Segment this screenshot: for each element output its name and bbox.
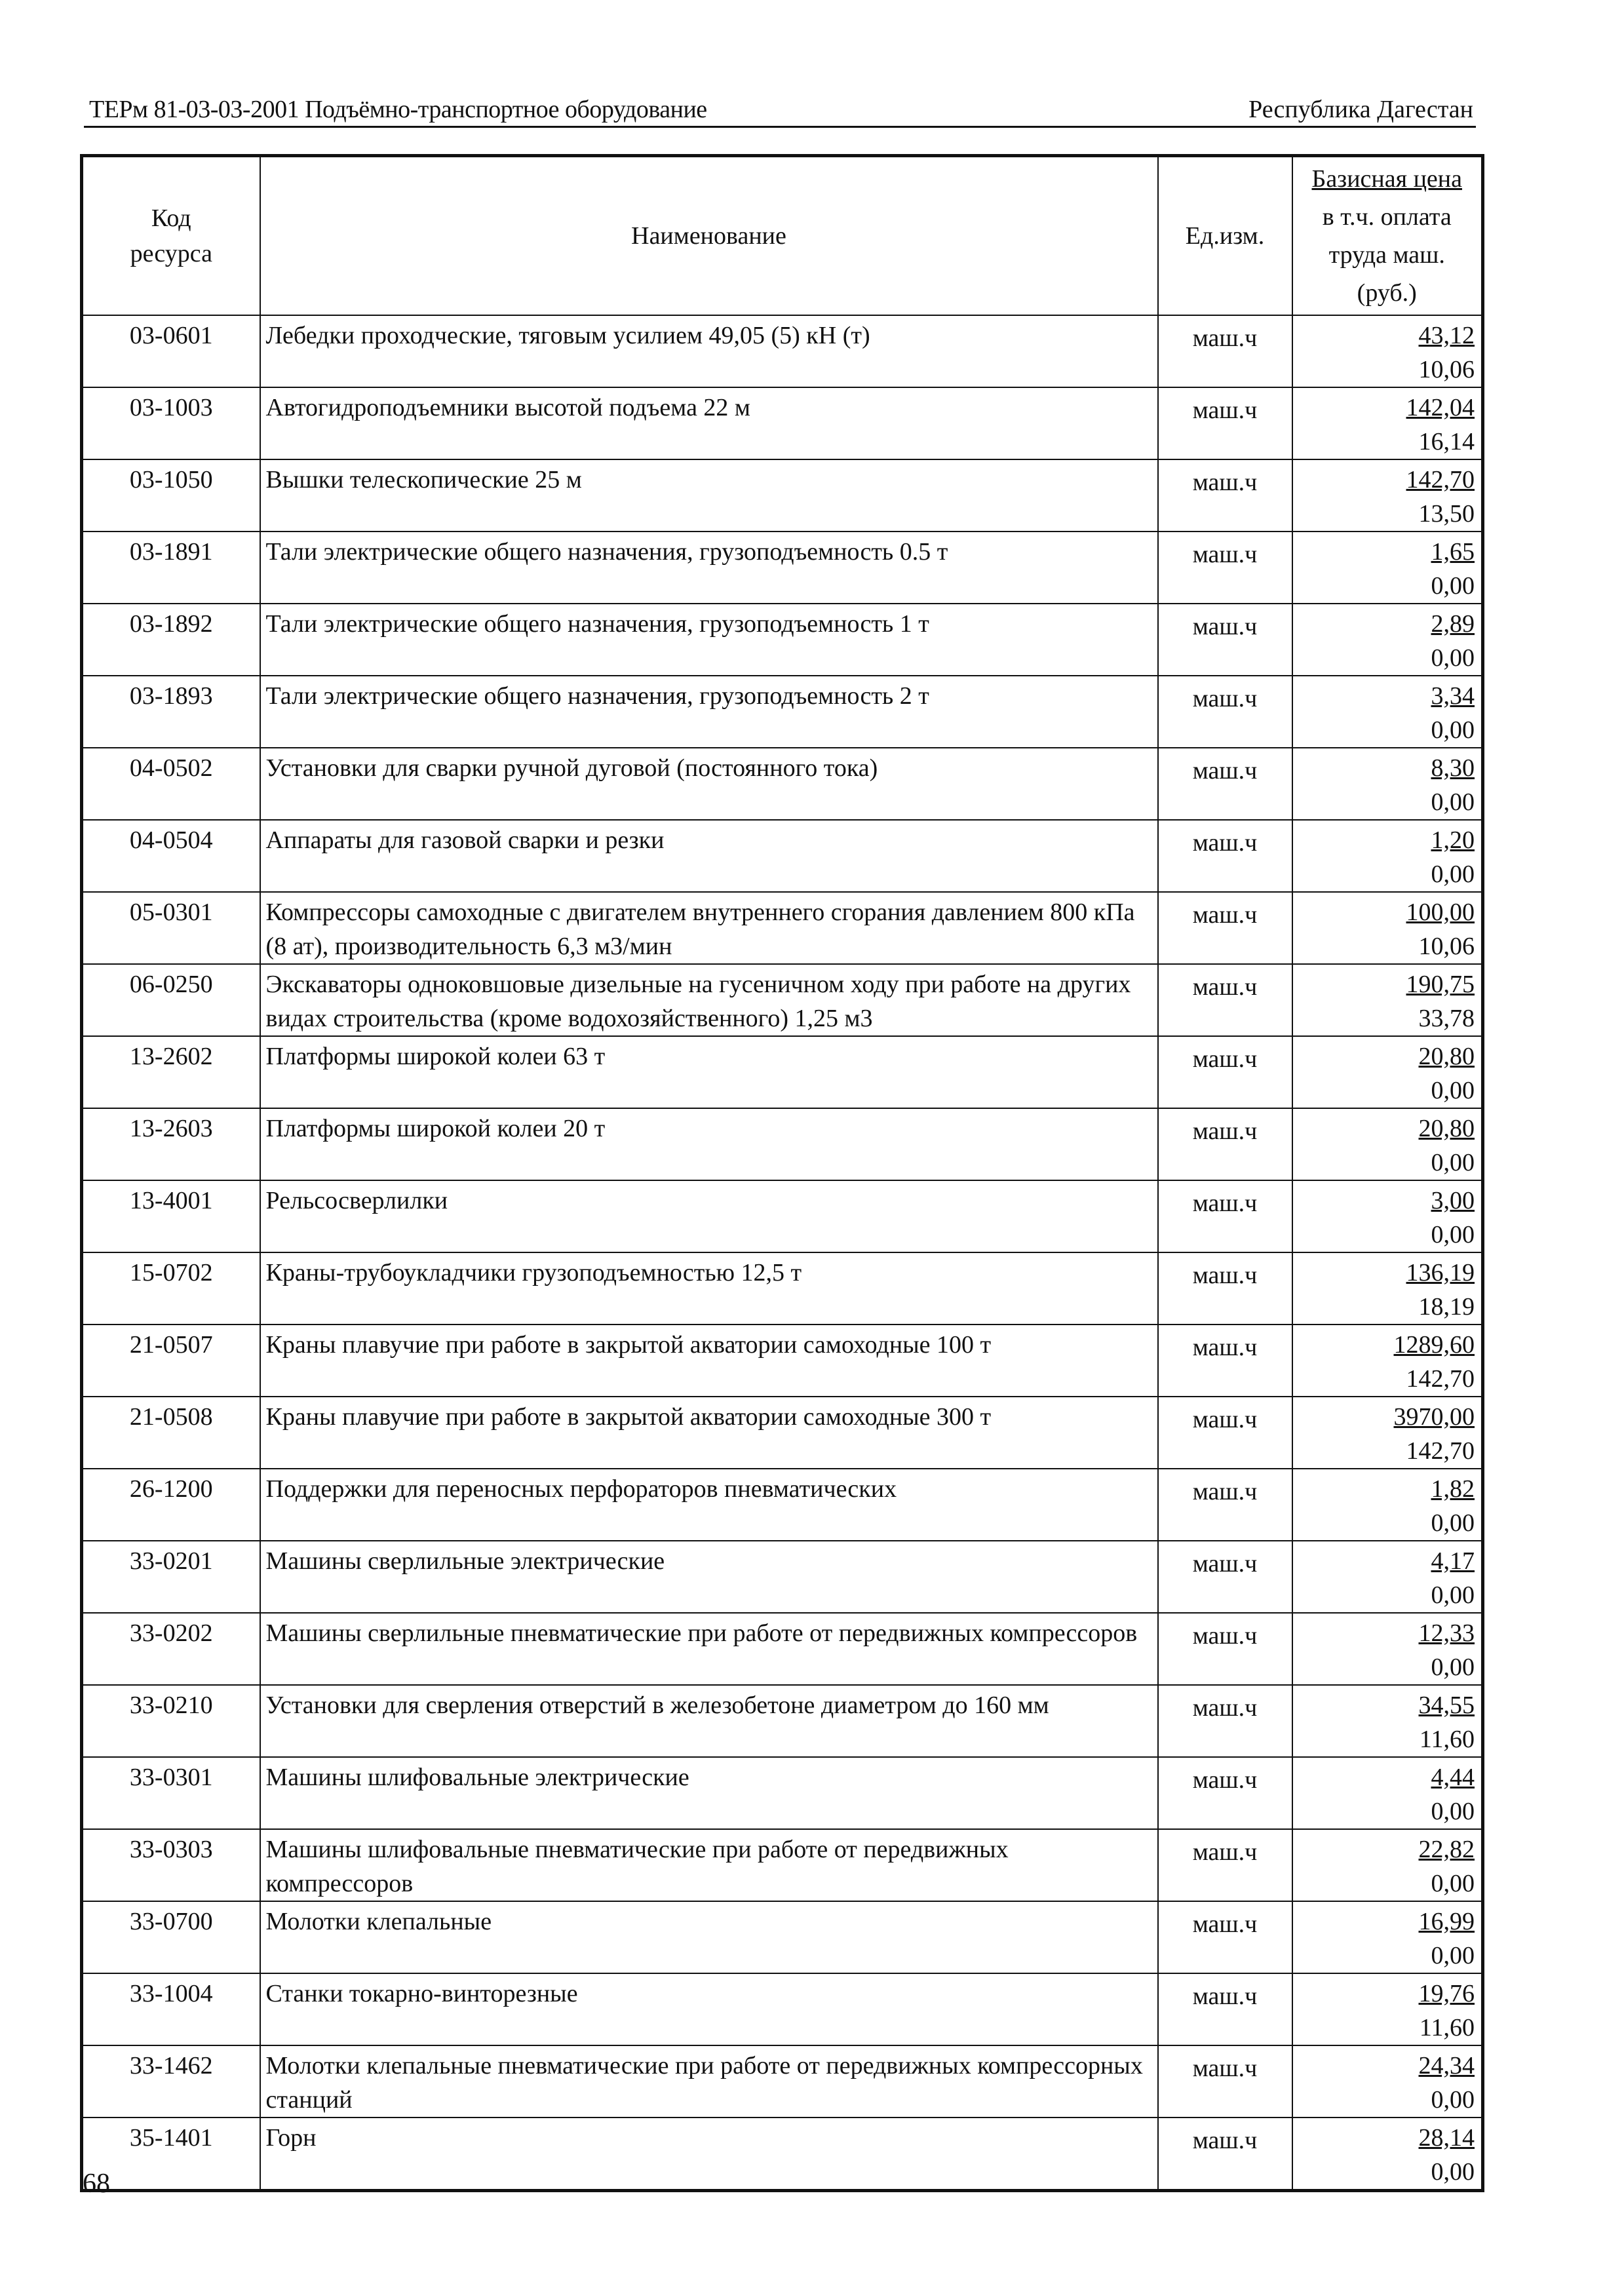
column-header-price-base: Базисная цена [1311, 165, 1462, 193]
base-price: 1289,60 [1393, 1331, 1475, 1359]
labor-price: 0,00 [1431, 1581, 1475, 1609]
resource-unit: маш.ч [1158, 1973, 1292, 2045]
labor-price: 0,00 [1431, 716, 1475, 744]
base-price: 1,20 [1431, 826, 1475, 854]
resource-code: 15-0702 [82, 1252, 260, 1325]
column-header-name: Наименование [260, 156, 1158, 316]
resource-code: 33-0210 [82, 1685, 260, 1757]
resource-name: Машины сверлильные электрические [260, 1541, 1158, 1613]
labor-price: 16,14 [1418, 428, 1475, 455]
labor-price: 0,00 [1431, 1509, 1475, 1537]
resource-price-table [80, 154, 1484, 2192]
labor-price: 0,00 [1431, 1077, 1475, 1104]
resource-name: Станки токарно-винторезные [260, 1973, 1158, 2045]
resource-price-cell [1292, 2118, 1483, 2191]
resource-name: Машины шлифовальные пневматические при работе от передвижных компрессоров [260, 1829, 1158, 1901]
resource-code: 33-0303 [82, 1829, 260, 1901]
resource-code: 03-1003 [82, 387, 260, 459]
column-header-code-line2: ресурса [130, 240, 212, 267]
resource-unit: маш.ч [1158, 604, 1292, 676]
table-row [82, 1469, 1483, 1541]
resource-code: 21-0507 [82, 1325, 260, 1397]
base-price: 190,75 [1406, 971, 1475, 998]
resource-price-cell [1292, 820, 1483, 892]
base-price: 1,65 [1431, 538, 1475, 566]
base-price: 2,89 [1431, 610, 1475, 638]
resource-price-cell [1292, 1325, 1483, 1397]
resource-name: Платформы широкой колеи 63 т [260, 1036, 1158, 1108]
labor-price: 0,00 [1431, 1942, 1475, 1969]
resource-unit: маш.ч [1158, 1469, 1292, 1541]
resource-unit: маш.ч [1158, 1397, 1292, 1469]
resource-code: 05-0301 [82, 892, 260, 964]
labor-price: 18,19 [1418, 1293, 1475, 1321]
resource-name: Вышки телескопические 25 м [260, 459, 1158, 532]
resource-code: 26-1200 [82, 1469, 260, 1541]
labor-price: 0,00 [1431, 1798, 1475, 1825]
base-price: 19,76 [1418, 1980, 1475, 2007]
resource-name: Тали электрические общего назначения, грузоподъемность 2 т [260, 676, 1158, 748]
labor-price: 10,06 [1418, 933, 1475, 960]
resource-code: 03-1893 [82, 676, 260, 748]
labor-price: 0,00 [1431, 1221, 1475, 1248]
resource-unit: маш.ч [1158, 387, 1292, 459]
labor-price: 0,00 [1431, 2086, 1475, 2114]
table-row [82, 964, 1483, 1036]
document-title: ТЕРм 81-03-03-2001 Подъёмно-транспортное оборудование [89, 96, 707, 123]
resource-unit: маш.ч [1158, 1901, 1292, 1973]
resource-price-cell [1292, 748, 1483, 820]
labor-price: 11,60 [1419, 2014, 1475, 2041]
base-price: 142,04 [1406, 394, 1475, 421]
base-price: 142,70 [1406, 466, 1475, 493]
resource-price-cell [1292, 1757, 1483, 1829]
base-price: 20,80 [1418, 1115, 1475, 1142]
resource-price-cell [1292, 459, 1483, 532]
resource-unit: маш.ч [1158, 1180, 1292, 1252]
table-row [82, 1829, 1483, 1901]
labor-price: 0,00 [1431, 788, 1475, 816]
table-row [82, 459, 1483, 532]
resource-unit: маш.ч [1158, 820, 1292, 892]
page-number: 68 [83, 2169, 110, 2199]
table-row [82, 2045, 1483, 2118]
labor-price: 0,00 [1431, 2158, 1475, 2186]
resource-name: Аппараты для газовой сварки и резки [260, 820, 1158, 892]
resource-price-cell [1292, 2045, 1483, 2118]
resource-name: Платформы широкой колеи 20 т [260, 1108, 1158, 1180]
resource-price-cell [1292, 604, 1483, 676]
resource-unit: маш.ч [1158, 532, 1292, 604]
table-row [82, 820, 1483, 892]
table-header [82, 156, 1483, 316]
table-row [82, 315, 1483, 387]
resource-price-cell [1292, 1973, 1483, 2045]
resource-code: 06-0250 [82, 964, 260, 1036]
base-price: 3970,00 [1393, 1403, 1475, 1431]
resource-code: 33-1462 [82, 2045, 260, 2118]
resource-name: Краны-трубоукладчики грузоподъемностью 12,5 т [260, 1252, 1158, 1325]
resource-name: Тали электрические общего назначения, грузоподъемность 0.5 т [260, 532, 1158, 604]
resource-price-cell [1292, 1108, 1483, 1180]
resource-name: Экскаваторы одноковшовые дизельные на гусеничном ходу при работе на других видах строительства (кроме водохозяйственного) 1,25 м3 [260, 964, 1158, 1036]
resource-price-cell [1292, 1252, 1483, 1325]
table-row [82, 387, 1483, 459]
table-body [82, 315, 1483, 2191]
resource-unit: маш.ч [1158, 676, 1292, 748]
table-row [82, 1397, 1483, 1469]
resource-price-cell [1292, 1901, 1483, 1973]
table-row [82, 1325, 1483, 1397]
resource-code: 33-0201 [82, 1541, 260, 1613]
labor-price: 0,00 [1431, 1870, 1475, 1897]
base-price: 16,99 [1418, 1908, 1475, 1935]
labor-price: 0,00 [1431, 1653, 1475, 1681]
resource-name: Рельсосверлилки [260, 1180, 1158, 1252]
resource-unit: маш.ч [1158, 1685, 1292, 1757]
base-price: 3,34 [1431, 682, 1475, 710]
resource-name: Установки для сварки ручной дуговой (постоянного тока) [260, 748, 1158, 820]
table-row [82, 1108, 1483, 1180]
column-header-code-line1: Код [151, 204, 191, 232]
base-price: 43,12 [1418, 322, 1475, 349]
labor-price: 0,00 [1431, 644, 1475, 672]
base-price: 136,19 [1406, 1259, 1475, 1286]
column-header-code [82, 156, 260, 316]
resource-unit: маш.ч [1158, 1325, 1292, 1397]
table-row [82, 532, 1483, 604]
labor-price: 11,60 [1419, 1726, 1475, 1753]
resource-price-cell [1292, 1469, 1483, 1541]
resource-name: Машины шлифовальные электрические [260, 1757, 1158, 1829]
resource-code: 13-2603 [82, 1108, 260, 1180]
resource-name: Автогидроподъемники высотой подъема 22 м [260, 387, 1158, 459]
resource-code: 03-1892 [82, 604, 260, 676]
labor-price: 0,00 [1431, 572, 1475, 600]
base-price: 20,80 [1418, 1043, 1475, 1070]
resource-code: 33-1004 [82, 1973, 260, 2045]
labor-price: 0,00 [1431, 861, 1475, 888]
labor-price: 142,70 [1406, 1365, 1475, 1393]
resource-unit: маш.ч [1158, 1829, 1292, 1901]
resource-name: Молотки клепальные пневматические при работе от передвижных компрессорных станций [260, 2045, 1158, 2118]
column-header-price-line3: труда маш. [1328, 241, 1445, 269]
base-price: 22,82 [1418, 1836, 1475, 1863]
table-row [82, 1541, 1483, 1613]
resource-price-cell [1292, 676, 1483, 748]
column-header-unit: Ед.изм. [1158, 156, 1292, 316]
base-price: 24,34 [1418, 2052, 1475, 2079]
labor-price: 10,06 [1418, 356, 1475, 383]
base-price: 4,17 [1431, 1547, 1475, 1575]
table-row [82, 1685, 1483, 1757]
base-price: 1,82 [1431, 1475, 1475, 1503]
resource-unit: маш.ч [1158, 1036, 1292, 1108]
resource-code: 03-0601 [82, 315, 260, 387]
resource-name: Поддержки для переносных перфораторов пневматических [260, 1469, 1158, 1541]
resource-name: Установки для сверления отверстий в железобетоне диаметром до 160 мм [260, 1685, 1158, 1757]
resource-code: 04-0502 [82, 748, 260, 820]
resource-code: 35-1401 [82, 2118, 260, 2191]
resource-code: 04-0504 [82, 820, 260, 892]
resource-name: Тали электрические общего назначения, грузоподъемность 1 т [260, 604, 1158, 676]
table-row [82, 1757, 1483, 1829]
table-row [82, 604, 1483, 676]
resource-price-cell [1292, 387, 1483, 459]
base-price: 34,55 [1418, 1692, 1475, 1719]
resource-unit: маш.ч [1158, 1252, 1292, 1325]
resource-unit: маш.ч [1158, 1757, 1292, 1829]
column-header-price [1292, 156, 1483, 316]
table-row [82, 1180, 1483, 1252]
table-row [82, 1973, 1483, 2045]
table-row [82, 1901, 1483, 1973]
resource-code: 21-0508 [82, 1397, 260, 1469]
column-header-price-line4: (руб.) [1357, 279, 1417, 307]
resource-name: Краны плавучие при работе в закрытой акватории самоходные 100 т [260, 1325, 1158, 1397]
resource-name: Лебедки проходческие, тяговым усилием 49,05 (5) кН (т) [260, 315, 1158, 387]
resource-unit: маш.ч [1158, 1613, 1292, 1685]
resource-price-cell [1292, 964, 1483, 1036]
base-price: 3,00 [1431, 1187, 1475, 1214]
base-price: 8,30 [1431, 754, 1475, 782]
labor-price: 142,70 [1406, 1437, 1475, 1465]
resource-price-cell [1292, 1036, 1483, 1108]
resource-code: 03-1891 [82, 532, 260, 604]
resource-code: 13-4001 [82, 1180, 260, 1252]
resource-unit: маш.ч [1158, 459, 1292, 532]
table-row [82, 1036, 1483, 1108]
resource-unit: маш.ч [1158, 1541, 1292, 1613]
table-row [82, 1252, 1483, 1325]
table-row [82, 748, 1483, 820]
resource-unit: маш.ч [1158, 964, 1292, 1036]
labor-price: 13,50 [1418, 500, 1475, 528]
resource-unit: маш.ч [1158, 892, 1292, 964]
page-header [84, 93, 1476, 128]
base-price: 4,44 [1431, 1764, 1475, 1791]
resource-price-cell [1292, 1397, 1483, 1469]
resource-code: 33-0202 [82, 1613, 260, 1685]
resource-price-cell [1292, 1685, 1483, 1757]
table-row [82, 2118, 1483, 2191]
column-header-price-line2: в т.ч. оплата [1322, 203, 1452, 231]
labor-price: 33,78 [1418, 1005, 1475, 1032]
resource-code: 33-0301 [82, 1757, 260, 1829]
resource-name: Горн [260, 2118, 1158, 2191]
resource-price-cell [1292, 315, 1483, 387]
resource-name: Машины сверлильные пневматические при работе от передвижных компрессоров [260, 1613, 1158, 1685]
base-price: 100,00 [1406, 899, 1475, 926]
resource-unit: маш.ч [1158, 315, 1292, 387]
resource-price-cell [1292, 1541, 1483, 1613]
resource-price-cell [1292, 892, 1483, 964]
table-row [82, 892, 1483, 964]
base-price: 28,14 [1418, 2124, 1475, 2152]
resource-unit: маш.ч [1158, 1108, 1292, 1180]
resource-price-cell [1292, 532, 1483, 604]
resource-price-cell [1292, 1829, 1483, 1901]
resource-unit: маш.ч [1158, 2045, 1292, 2118]
resource-unit: маш.ч [1158, 2118, 1292, 2191]
table-row [82, 1613, 1483, 1685]
resource-name: Компрессоры самоходные с двигателем внутреннего сгорания давлением 800 кПа (8 ат), производительность 6,3 м3/мин [260, 892, 1158, 964]
region-name: Республика Дагестан [1248, 96, 1473, 123]
labor-price: 0,00 [1431, 1149, 1475, 1176]
resource-code: 13-2602 [82, 1036, 260, 1108]
resource-name: Молотки клепальные [260, 1901, 1158, 1973]
resource-code: 33-0700 [82, 1901, 260, 1973]
resource-unit: маш.ч [1158, 748, 1292, 820]
resource-name: Краны плавучие при работе в закрытой акватории самоходные 300 т [260, 1397, 1158, 1469]
resource-price-cell [1292, 1180, 1483, 1252]
resource-price-cell [1292, 1613, 1483, 1685]
base-price: 12,33 [1418, 1619, 1475, 1647]
resource-code: 03-1050 [82, 459, 260, 532]
table-row [82, 676, 1483, 748]
